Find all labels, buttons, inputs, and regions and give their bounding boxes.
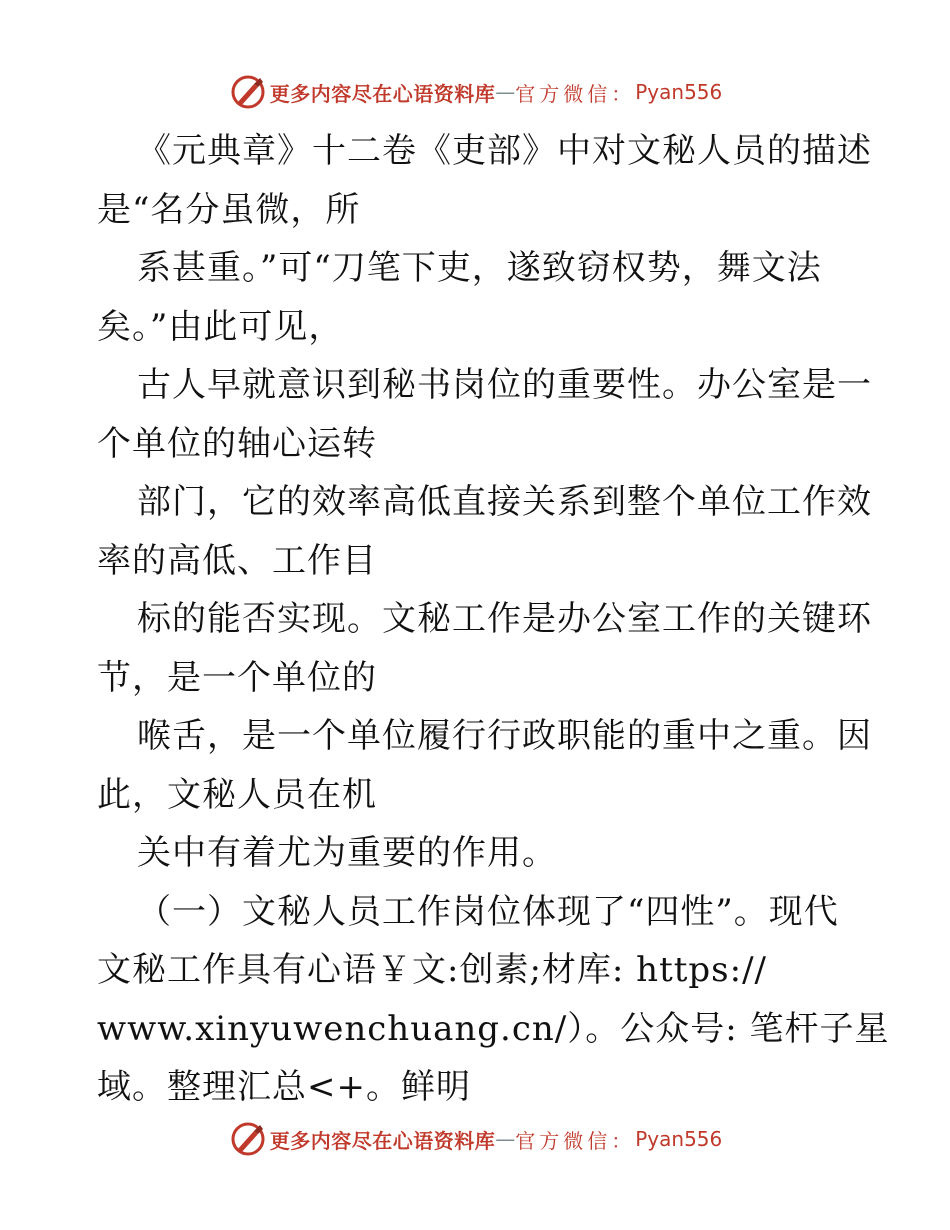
text-line-15: 文秘工作具有心语￥文:创素;材库: https:// (97, 950, 767, 990)
document-body (97, 122, 890, 1117)
header-wechat-id: Pyan556 (635, 80, 723, 104)
text-line-6: 个单位的轴心运转 (97, 423, 377, 464)
text-line-17: 域。整理汇总<+。鲜明 (97, 1067, 471, 1107)
text-line-11: 喉舌，是一个单位履行行政职能的重中之重。因 (137, 716, 872, 756)
text-line-5: 古人早就意识到秘书岗位的重要性。办公室是一 (137, 365, 872, 405)
text-line-3: 系甚重。”可“刀笔下吏，遂致窃权势，舞文法 (137, 248, 822, 288)
footer-wechat-id: Pyan556 (635, 1127, 723, 1151)
footer-watermark (0, 1117, 950, 1161)
text-line-12: 此，文秘人员在机 (97, 774, 377, 815)
pen-logo-icon (228, 72, 268, 112)
header-watermark (0, 70, 950, 114)
text-line-4: 矣。”由此可见， (97, 306, 344, 347)
footer-official-label: 官方微信： (515, 1128, 636, 1153)
text-line-7: 部门，它的效率高低直接关系到整个单位工作效 (137, 482, 872, 522)
text-line-10: 节，是一个单位的 (97, 657, 377, 698)
text-line-9: 标的能否实现。文秘工作是办公室工作的关键环 (137, 599, 872, 639)
text-line-13: 关中有着尤为重要的作用。 (137, 833, 557, 873)
footer-brand-text: 更多内容尽在心语资料库 (269, 1128, 496, 1153)
text-line-2: 是“名分虽微，所 (97, 189, 361, 230)
footer-separator: — (495, 1127, 516, 1151)
text-line-8: 率的高低、工作目 (97, 540, 377, 581)
pen-logo-icon (228, 1119, 268, 1159)
text-line-1: 《元典章》十二卷《吏部》中对文秘人员的描述 (137, 131, 872, 171)
text-line-16: www.xinyuwenchuang.cn/）。公众号: 笔杆子星 (97, 1008, 890, 1049)
header-brand-text: 更多内容尽在心语资料库 (269, 81, 496, 106)
header-separator: — (495, 80, 516, 104)
header-official-label: 官方微信： (515, 81, 636, 106)
text-line-14: （一）文秘人员工作岗位体现了“四性”。现代 (137, 891, 839, 932)
